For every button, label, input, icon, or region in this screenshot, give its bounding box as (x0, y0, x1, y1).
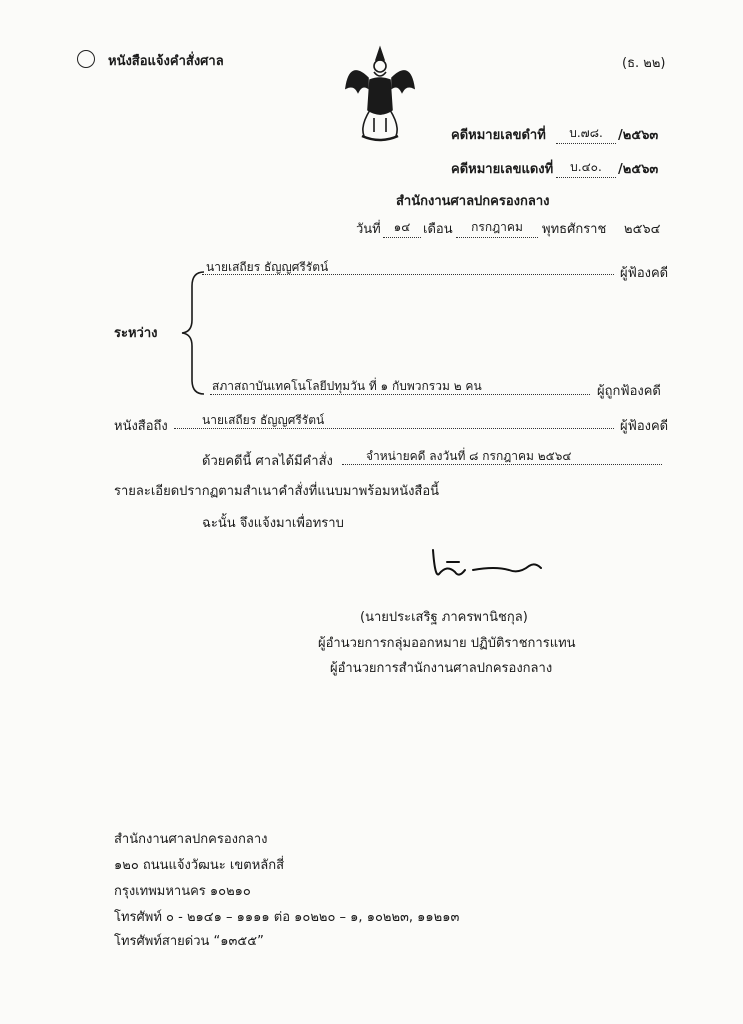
date-month-label: เดือน (423, 222, 453, 237)
footer-address: ๑๒๐ ถนนแจ้งวัฒนะ เขตหลักสี่ (114, 858, 285, 873)
garuda-emblem-icon (340, 40, 420, 145)
defendant-name: สภาสถาบันเทคโนโลยีปทุมวัน ที่ ๑ กับพวกรวม ๒ คน (212, 379, 482, 393)
defendant-role: ผู้ถูกฟ้องคดี (597, 384, 661, 399)
footer-phone: โทรศัพท์ ๐ - ๒๑๔๑ – ๑๑๑๑ ต่อ ๑๐๒๒๐ – ๑, ๑๐๒๒๓, ๑๑๒๑๓ (114, 910, 460, 925)
date-day-label: วันที่ (356, 222, 381, 237)
footer-city: กรุงเทพมหานคร ๑๐๒๑๐ (114, 884, 251, 899)
order-text: จำหน่ายคดี ลงวันที่ ๘ กรกฎาคม ๒๕๖๔ (366, 449, 572, 463)
office-name: สำนักงานศาลปกครองกลาง (396, 194, 550, 209)
body-line1-prefix: ด้วยคดีนี้ ศาลได้มีคำสั่ง (202, 454, 333, 469)
recipient-name: นายเสถียร ธัญญศรีรัตน์ (202, 413, 325, 427)
body-line3: ฉะนั้น จึงแจ้งมาเพื่อทราบ (202, 516, 344, 531)
plaintiff-role: ผู้ฟ้องคดี (620, 266, 669, 281)
form-title: หนังสือแจ้งคำสั่งศาล (108, 54, 224, 69)
black-case-number: บ.๗๘. (556, 124, 616, 144)
body-line2: รายละเอียดปรากฏตามสำเนาคำสั่งที่แนบมาพร้อมหนังสือนี้ (114, 484, 440, 499)
signatory-title1: ผู้อำนวยการกลุ่มออกหมาย ปฏิบัติราชการแทน (318, 636, 576, 651)
recipient-role: ผู้ฟ้องคดี (620, 419, 669, 434)
signatory-title2: ผู้อำนวยการสำนักงานศาลปกครองกลาง (330, 661, 553, 676)
red-case-year: /๒๕๖๓ (618, 162, 659, 177)
plaintiff-name: นายเสถียร ธัญญศรีรัตน์ (206, 260, 329, 274)
red-case-label: คดีหมายเลขแดงที่ (451, 162, 554, 177)
date-year-value: ๒๕๖๔ (624, 222, 661, 237)
footer-hotline: โทรศัพท์สายด่วน “๑๓๕๕” (114, 934, 264, 949)
date-year-label: พุทธศักราช (542, 222, 607, 237)
circle-icon (77, 50, 95, 68)
signature-icon (425, 544, 545, 586)
date-month-value: กรกฎาคม (456, 218, 538, 238)
date-day-value: ๑๔ (383, 218, 421, 238)
black-case-label: คดีหมายเลขดำที่ (451, 128, 546, 143)
red-case-number: บ.๔๐. (556, 158, 616, 178)
form-code: (ธ. ๒๒) (622, 56, 666, 71)
recipient-label: หนังสือถึง (114, 419, 168, 434)
signatory-name: (นายประเสริฐ ภาครพานิชกุล) (360, 610, 528, 625)
brace-icon (180, 270, 208, 396)
footer-org: สำนักงานศาลปกครองกลาง (114, 832, 268, 847)
between-label: ระหว่าง (114, 326, 158, 341)
black-case-year: /๒๕๖๓ (618, 128, 659, 143)
